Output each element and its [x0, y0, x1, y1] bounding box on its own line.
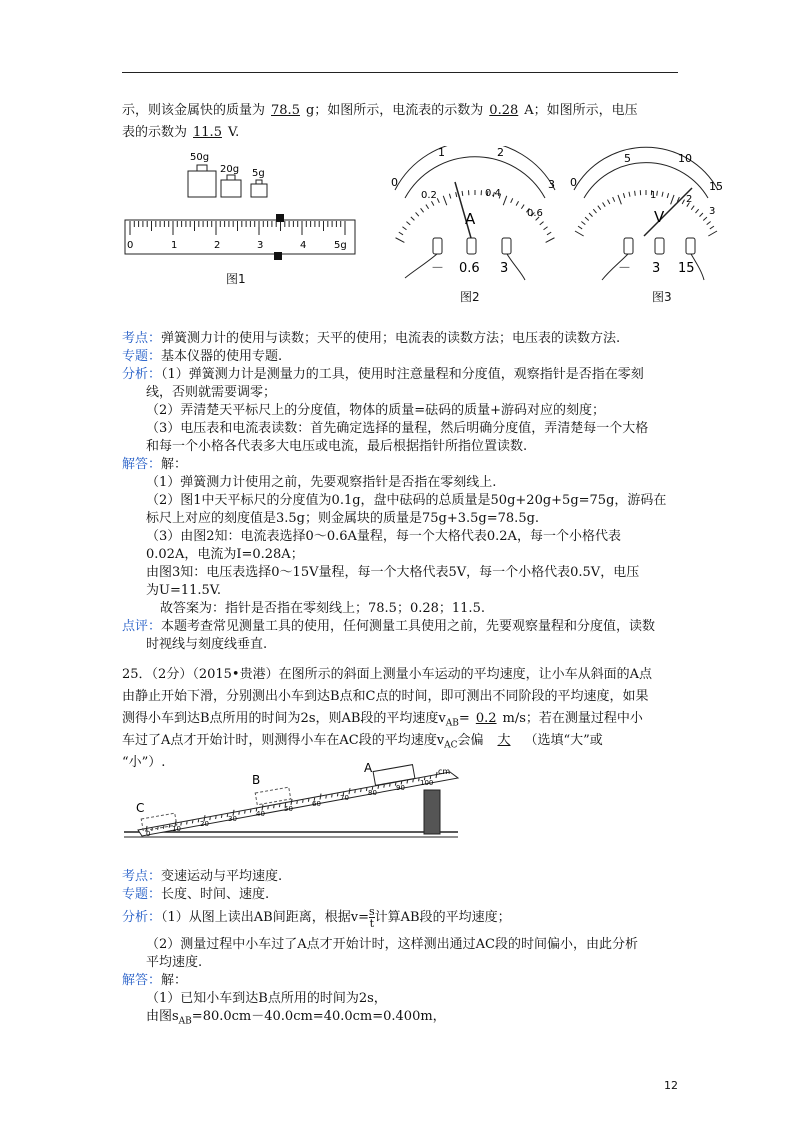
tick-mark: [613, 197, 615, 202]
text: （2）弄清楚天平标尺上的分度值，物体的质量=砝码的质量+游码对应的刻度；: [146, 403, 606, 418]
tick-label: 0: [391, 176, 398, 189]
terminal-label: －: [618, 261, 632, 276]
text: 车过了A点才开始计时，则测得小车在AC段的平均速度v: [122, 733, 445, 748]
support-block: [424, 790, 440, 834]
tick-mark: [585, 217, 589, 220]
tick-mark: [396, 238, 405, 243]
tick-mark: [629, 192, 630, 197]
tick-mark: [426, 205, 429, 209]
text: 表的示数为: [122, 125, 188, 140]
tick-mark: [544, 227, 548, 230]
q25-kaodian: [122, 868, 282, 886]
tick-label: 20: [200, 820, 209, 828]
tick-mark: [593, 209, 596, 213]
answer-line-1: [122, 102, 638, 120]
label: 分析：: [122, 910, 162, 925]
tick-mark: [384, 785, 385, 788]
header-rule: [122, 72, 678, 73]
tick-mark: [245, 811, 246, 814]
weight-50g-label: 50g: [190, 152, 210, 163]
text: 时视线与刻度线垂直.: [146, 637, 268, 652]
text: 平均速度.: [146, 955, 203, 970]
answer-line-2: [122, 124, 239, 142]
tick-label: 60: [312, 800, 321, 808]
tick-mark: [708, 231, 717, 236]
tick-mark: [361, 789, 362, 792]
rider-top: [276, 214, 284, 222]
text: 由图s: [146, 1009, 179, 1024]
tick-mark: [399, 232, 403, 235]
text: （1）从图上读出AB间距离，根据v=: [161, 910, 369, 925]
tick-mark: [221, 815, 222, 818]
numerator: s: [368, 905, 375, 918]
tick-mark: [198, 819, 199, 822]
figure-3-caption: 图3: [652, 290, 672, 304]
tick-mark: [355, 790, 356, 793]
weight-5g-label: 5g: [252, 168, 265, 179]
text: 解：: [161, 973, 188, 988]
subscript: AB: [178, 1016, 192, 1027]
denominator: t: [369, 917, 374, 930]
q25-text: [122, 710, 643, 733]
tick-mark: [210, 817, 211, 820]
tick-mark: [216, 816, 217, 819]
tick-label: 40: [256, 810, 265, 818]
tick-mark: [598, 206, 601, 210]
tick-mark: [581, 222, 585, 225]
q25-jieda: [122, 972, 187, 990]
incline-board: [138, 772, 458, 836]
tick-mark: [589, 213, 592, 217]
tick-mark: [192, 820, 193, 823]
terminal-icons: [433, 238, 511, 254]
tick-mark: [337, 793, 338, 796]
tick-mark: [516, 201, 518, 205]
tick-label: 50: [284, 805, 293, 813]
text: 和每一个小格各代表多大电压或电流，最后根据指针所指位置读数.: [146, 439, 528, 454]
label-a: A: [364, 761, 373, 775]
text: 本题考查常见测量工具的使用，任何测量工具使用之前，先要观察量程和分度值，读数: [161, 619, 656, 634]
tick-mark: [449, 194, 450, 199]
tick-mark: [411, 217, 415, 221]
tick-label: 0.4: [485, 188, 501, 199]
wire: [507, 254, 525, 280]
unit-label: cm: [438, 767, 451, 776]
tick-mark: [303, 800, 304, 803]
vab-answer: 0.2: [475, 711, 497, 726]
text: （2）图1中天平标尺的分度值为0.1g，盘中砝码的总质量是50g+20g+5g=75g，游码在: [146, 493, 667, 508]
tick-mark: [671, 195, 674, 204]
label-c: C: [136, 801, 145, 815]
q25-text: 25．（2分）（2015•贵港）在图所示的斜面上测量小车运动的平均速度，让小车从斜面的A点: [122, 667, 652, 682]
big-answer: 大: [497, 733, 511, 748]
current-answer: 0.28: [489, 103, 519, 118]
tick-mark: [437, 198, 439, 203]
q24-zhuanti: [122, 348, 282, 366]
tick-mark: [657, 191, 658, 196]
tick-label: 80: [368, 789, 377, 797]
tick-mark: [710, 226, 714, 229]
text: 弹簧测力计的使用与读数；天平的使用；电流表的读数方法；电压表的读数方法.: [161, 331, 621, 346]
voltmeter-ticks: [575, 190, 717, 236]
text: m/s；若在测量过程中小: [502, 711, 643, 726]
tick-label: 0: [127, 240, 134, 251]
tick-label: 0.6: [527, 208, 543, 219]
tick-label: 0.2: [421, 190, 437, 201]
q25-fenxi: [122, 906, 511, 929]
q24-jieda: [122, 456, 187, 474]
q24-fenxi: [122, 366, 644, 384]
text: 解：: [161, 457, 188, 472]
figure-3-voltmeter: [566, 146, 726, 286]
tick-mark: [308, 799, 309, 802]
tick-mark: [540, 222, 544, 225]
text: [146, 1008, 446, 1031]
q25-text: 由静止开始下滑，分别测出小车到达B点和C点的时间，即可测出不同阶段的平均速度，如果: [122, 689, 649, 704]
q24-kaodian: [122, 330, 620, 348]
tick-label: 0: [146, 830, 151, 838]
text: （3）电压表和电流表读数：首先确定选择的量程，然后明确分度值，弄清楚每一个大格: [146, 421, 649, 436]
tick-mark: [511, 198, 513, 203]
tick-mark: [547, 232, 551, 235]
tick-mark: [635, 191, 636, 196]
text: =80.0cm－40.0cm=40.0cm=0.400m，: [191, 1009, 446, 1024]
label: 考点：: [122, 331, 162, 346]
q25-zhuanti: [122, 886, 269, 904]
tick-mark: [667, 193, 668, 198]
label: 点评：: [122, 619, 162, 634]
text: 变速运动与平均速度.: [161, 869, 283, 884]
text: 示，则该金属快的质量为: [122, 103, 266, 118]
text: （1）弹簧测力计使用之前，先要观察指针是否指在零刻线上.: [146, 475, 497, 490]
subscript: AB: [445, 718, 459, 729]
text: （2）测量过程中小车过了A点才开始计时，这样测出通过AC段的时间偏小，由此分析: [146, 937, 638, 952]
text: （1）弹簧测力计是测量力的工具，使用时注意量程和分度值，观察指针是否指在零刻: [161, 367, 644, 382]
label: 专题：: [122, 887, 162, 902]
weight-50g-icon: [188, 165, 216, 197]
label: 解答：: [122, 973, 162, 988]
text: A；如图所示，电压: [524, 103, 638, 118]
text: 长度、时间、速度.: [161, 887, 270, 902]
tick-mark: [390, 784, 391, 787]
tick-label: 4: [300, 240, 307, 251]
label: 分析：: [122, 367, 162, 382]
tick-mark: [406, 222, 410, 225]
tick-mark: [703, 217, 707, 220]
tick-label: 5: [624, 152, 631, 165]
tick-mark: [662, 192, 663, 197]
terminal-label: 3: [500, 261, 509, 276]
figure-1-caption: 图1: [226, 272, 246, 286]
rider-bottom: [274, 252, 282, 260]
tick-mark: [274, 805, 275, 808]
tick-mark: [699, 213, 702, 217]
tick-label: 3: [709, 206, 716, 217]
voltmeter-letter: V: [654, 208, 665, 226]
terminal-label: 3: [652, 261, 661, 276]
tick-mark: [413, 779, 414, 782]
tick-mark: [279, 804, 280, 807]
text: 为U=11.5V.: [146, 583, 222, 598]
tick-mark: [268, 806, 269, 809]
q25-text: “小”）.: [122, 755, 166, 770]
tick-label: 2: [497, 146, 504, 159]
tick-mark: [695, 209, 698, 213]
tick-mark: [503, 196, 507, 205]
outer-arc: [395, 146, 555, 190]
tick-mark: [456, 192, 457, 197]
tick-mark: [608, 200, 610, 204]
final-answer: 故答案为：指针是否指在零刻线上；78.5；0.28；11.5.: [160, 601, 485, 616]
q24-dianping: [122, 618, 655, 636]
text: 标尺上对应的刻度值是3.5g；则金属块的质量是75g+3.5g=78.5g.: [146, 511, 540, 526]
tick-mark: [366, 788, 367, 791]
tick-mark: [443, 196, 447, 205]
figure-2-caption: 图2: [460, 290, 480, 304]
weight-5g-icon: [251, 180, 267, 197]
tick-mark: [163, 826, 164, 829]
tick-label: 1: [650, 190, 657, 201]
label-b: B: [252, 773, 261, 787]
weight-20g-label: 20g: [220, 164, 240, 175]
text: （3）由图2知：电流表选择0～0.6A量程，每一个大格代表0.2A，每一个小格代表: [146, 529, 621, 544]
tick-mark: [623, 193, 624, 198]
tick-label: 10: [172, 825, 181, 833]
tick-mark: [462, 191, 463, 196]
tick-label: 90: [396, 784, 405, 792]
tick-mark: [682, 200, 684, 204]
tick-label: 15: [709, 180, 723, 193]
incline-figure: [120, 760, 470, 844]
tick-mark: [707, 222, 711, 225]
text: V.: [227, 125, 240, 140]
tick-label: 3: [548, 178, 555, 191]
tick-label: 2: [214, 240, 221, 251]
label: 考点：: [122, 869, 162, 884]
terminal-label: －: [431, 261, 445, 276]
tick-mark: [169, 825, 170, 828]
figure-2-ammeter: [385, 146, 565, 286]
text: 0.02A，电流为I=0.28A；: [146, 547, 304, 562]
text: （1）已知小车到达B点所用的时间为2s，: [146, 991, 387, 1006]
tick-mark: [332, 794, 333, 797]
tick-label: 0: [570, 176, 577, 189]
text: =: [458, 711, 470, 726]
tick-label: 30: [228, 815, 237, 823]
figure-1-balance-scale: [120, 148, 360, 288]
text: 会偏: [457, 733, 484, 748]
text: 由图3知：电压表选择0～15V量程，每一个大格代表5V，每一个小格代表0.5V，电压: [146, 565, 640, 580]
label: 专题：: [122, 349, 162, 364]
tick-label: 2: [686, 194, 693, 205]
terminal-label: 15: [678, 261, 695, 276]
tick-mark: [618, 195, 621, 204]
tick-label: 10: [678, 152, 692, 165]
mass-answer: 78.5: [271, 103, 300, 118]
tick-mark: [578, 226, 582, 229]
tick-label: 1: [438, 146, 445, 159]
text: 测得小车到达B点所用的时间为2s，则AB段的平均速度v: [122, 711, 446, 726]
tick-label: 3: [257, 240, 264, 251]
ammeter-letter: A: [465, 210, 476, 228]
tick-mark: [691, 206, 694, 210]
tick-mark: [603, 202, 606, 206]
tick-mark: [250, 810, 251, 813]
terminal-icons: [624, 238, 695, 254]
tick-mark: [521, 205, 524, 209]
weight-20g-icon: [221, 175, 241, 197]
label: 解答：: [122, 457, 162, 472]
tick-mark: [421, 208, 424, 212]
tick-label: 1: [171, 240, 178, 251]
text: （选填“大”或: [524, 733, 603, 748]
scale-bar: [125, 220, 355, 254]
tick-label: 70: [340, 794, 349, 802]
tick-label: 100: [420, 779, 434, 787]
tick-mark: [239, 812, 240, 815]
text: g；如图所示，电流表的示数为: [305, 103, 484, 118]
tick-mark: [326, 796, 327, 799]
tick-mark: [416, 212, 419, 216]
page-number: 12: [664, 1079, 678, 1092]
tick-mark: [187, 821, 188, 824]
voltage-answer: 11.5: [193, 125, 222, 140]
q25-text: [122, 732, 603, 755]
tick-label: 5g: [334, 240, 347, 251]
text: 线，否则就需要调零；: [146, 385, 277, 400]
text: 计算AB段的平均速度；: [374, 910, 511, 925]
text: 基本仪器的使用专题.: [161, 349, 283, 364]
tick-mark: [546, 238, 555, 243]
terminal-label: 0.6: [459, 261, 480, 276]
tick-mark: [431, 201, 433, 205]
subscript: AC: [444, 740, 458, 751]
tick-mark: [575, 231, 584, 236]
tick-mark: [297, 801, 298, 804]
tick-mark: [402, 227, 406, 230]
